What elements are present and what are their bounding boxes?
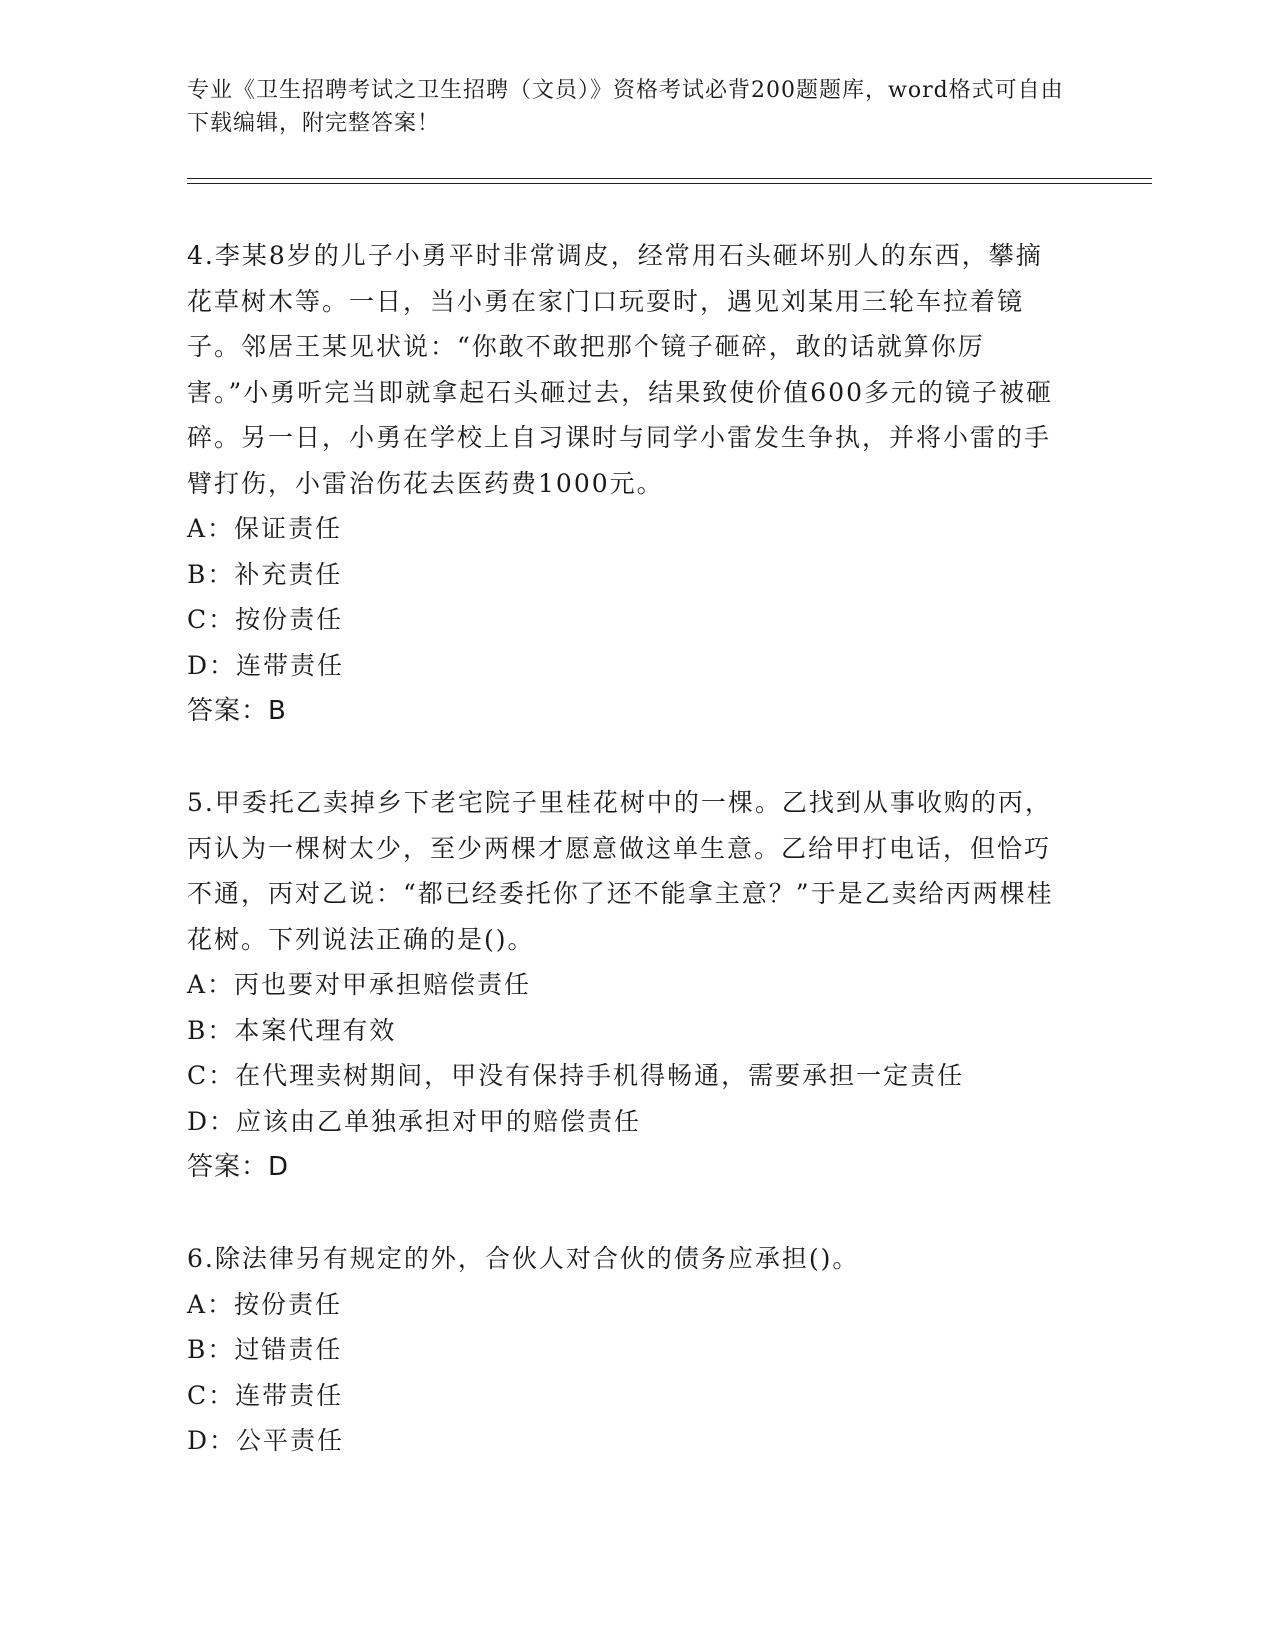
- question-stem: 6.除法律另有规定的外，合伙人对合伙的债务应承担()。: [187, 1244, 860, 1273]
- question-4: [187, 233, 1067, 734]
- option-c: C：按份责任: [187, 605, 344, 634]
- option-b: B：补充责任: [187, 559, 343, 589]
- option-b: B：过错责任: [187, 1335, 343, 1364]
- question-6: [187, 1236, 1067, 1464]
- question-stem: 5.甲委托乙卖掉乡下老宅院子里桂花树中的一棵。乙找到从事收购的丙，丙认为一棵树太少，至少两棵才愿意做这单生意。乙给甲打电话，但恰巧不通，丙对乙说：“都已经委托你了还不能拿主意？”于是乙卖给丙两棵桂花树。下列说法正确的是()。: [187, 788, 1054, 954]
- option-c: C：在代理卖树期间，甲没有保持手机得畅通，需要承担一定责任: [187, 1061, 965, 1090]
- option-b: B：本案代理有效: [187, 1015, 397, 1045]
- option-d: D：应该由乙单独承担对甲的赔偿责任: [187, 1106, 642, 1136]
- answer: 答案：D: [187, 1152, 290, 1182]
- header-divider: [187, 178, 1152, 179]
- answer: 答案：B: [187, 696, 287, 726]
- header-divider-second: [187, 183, 1152, 184]
- option-c: C：连带责任: [187, 1380, 344, 1410]
- option-a: A：保证责任: [187, 514, 343, 543]
- option-d: D：公平责任: [187, 1426, 345, 1455]
- option-d: D：连带责任: [187, 650, 345, 680]
- option-a: A：丙也要对甲承担赔偿责任: [187, 970, 532, 999]
- document-header: 专业《卫生招聘考试之卫生招聘（文员）》资格考试必背200题题库，word格式可自由下载编辑，附完整答案！: [187, 78, 1064, 136]
- question-stem: 4.李某8岁的儿子小勇平时非常调皮，经常用石头砸坏别人的东西，攀摘花草树木等。一日，当小勇在家门口玩耍时，遇见刘某用三轮车拉着镜子。邻居王某见状说：“你敢不敢把那个镜子砸碎，敢的话就算你厉害。”小勇听完当即就拿起石头砸过去，结果致使价值600多元的镜子被砸碎。另一日，小勇在学校上自习课时与同学小雷发生争执，并将小雷的手臂打伤，小雷治伤花去医药费1000元。: [187, 241, 1054, 498]
- option-a: A：按份责任: [187, 1289, 343, 1319]
- question-5: [187, 780, 1067, 1190]
